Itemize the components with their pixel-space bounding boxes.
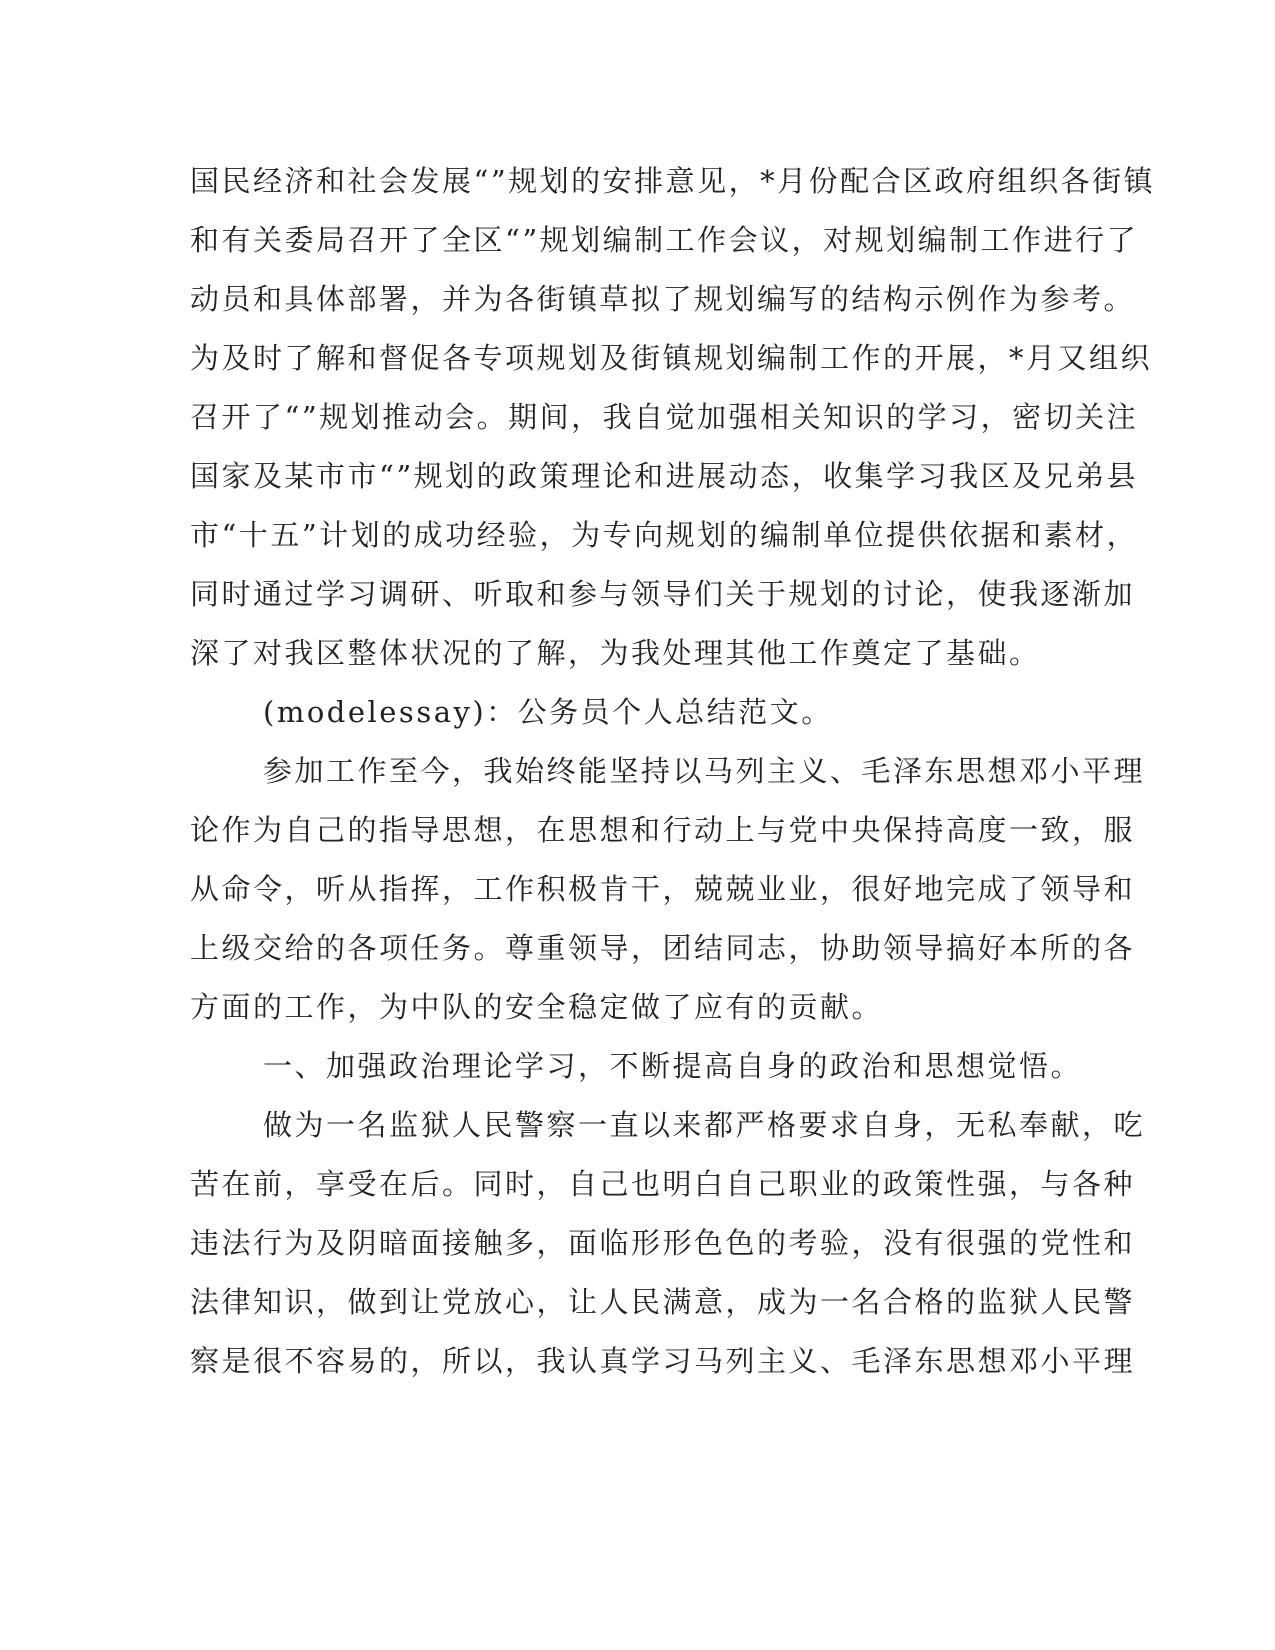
text-line: 察是很不容易的，所以，我认真学习马列主义、毛泽东思想邓小平理 — [190, 1344, 1136, 1378]
text-line: 上级交给的各项任务。尊重领导，团结同志，协助领导搞好本所的各 — [190, 931, 1136, 965]
text-line: 法律知识，做到让党放心，让人民满意，成为一名合格的监狱人民警 — [190, 1285, 1136, 1319]
text-line: 动员和具体部署，并为各街镇草拟了规划编写的结构示例作为参考。 — [190, 282, 1136, 316]
text-line: 召开了“”规划推动会。期间，我自觉加强相关知识的学习，密切关注 — [190, 400, 1139, 434]
text-line: 为及时了解和督促各专项规划及街镇规划编制工作的开展，*月又组织 — [190, 341, 1153, 375]
text-line: 违法行为及阴暗面接触多，面临形形色色的考验，没有很强的党性和 — [190, 1226, 1136, 1260]
text-line: 苦在前，享受在后。同时，自己也明白自己职业的政策性强，与各种 — [190, 1167, 1136, 1201]
text-line: 和有关委局召开了全区“”规划编制工作会议，对规划编制工作进行了 — [190, 223, 1139, 257]
text-line: 国家及某市市“”规划的政策理论和进展动态，收集学习我区及兄弟县 — [190, 459, 1139, 493]
text-line: 国民经济和社会发展“”规划的安排意见，*月份配合区政府组织各街镇 — [190, 164, 1156, 198]
text-line: 同时通过学习调研、听取和参与领导们关于规划的讨论，使我逐渐加 — [190, 577, 1136, 611]
section-heading: 一、加强政治理论学习，不断提高自身的政治和思想觉悟。 — [263, 1049, 1083, 1083]
text-line: 深了对我区整体状况的了解，为我处理其他工作奠定了基础。 — [190, 636, 1041, 670]
text-line: 论作为自己的指导思想，在思想和行动上与党中央保持高度一致，服 — [190, 813, 1136, 847]
text-line: 从命令，听从指挥，工作积极肯干，兢兢业业，很好地完成了领导和 — [190, 872, 1136, 906]
text-line: 做为一名监狱人民警察一直以来都严格要求自身，无私奉献，吃 — [263, 1108, 1146, 1142]
text-line: 市“十五”计划的成功经验，为专向规划的编制单位提供依据和素材， — [190, 518, 1139, 552]
text-line: 参加工作至今，我始终能坚持以马列主义、毛泽东思想邓小平理 — [263, 754, 1146, 788]
section-heading: (modelessay)：公务员个人总结范文。 — [263, 695, 833, 729]
text-line: 方面的工作，为中队的安全稳定做了应有的贡献。 — [190, 990, 884, 1024]
